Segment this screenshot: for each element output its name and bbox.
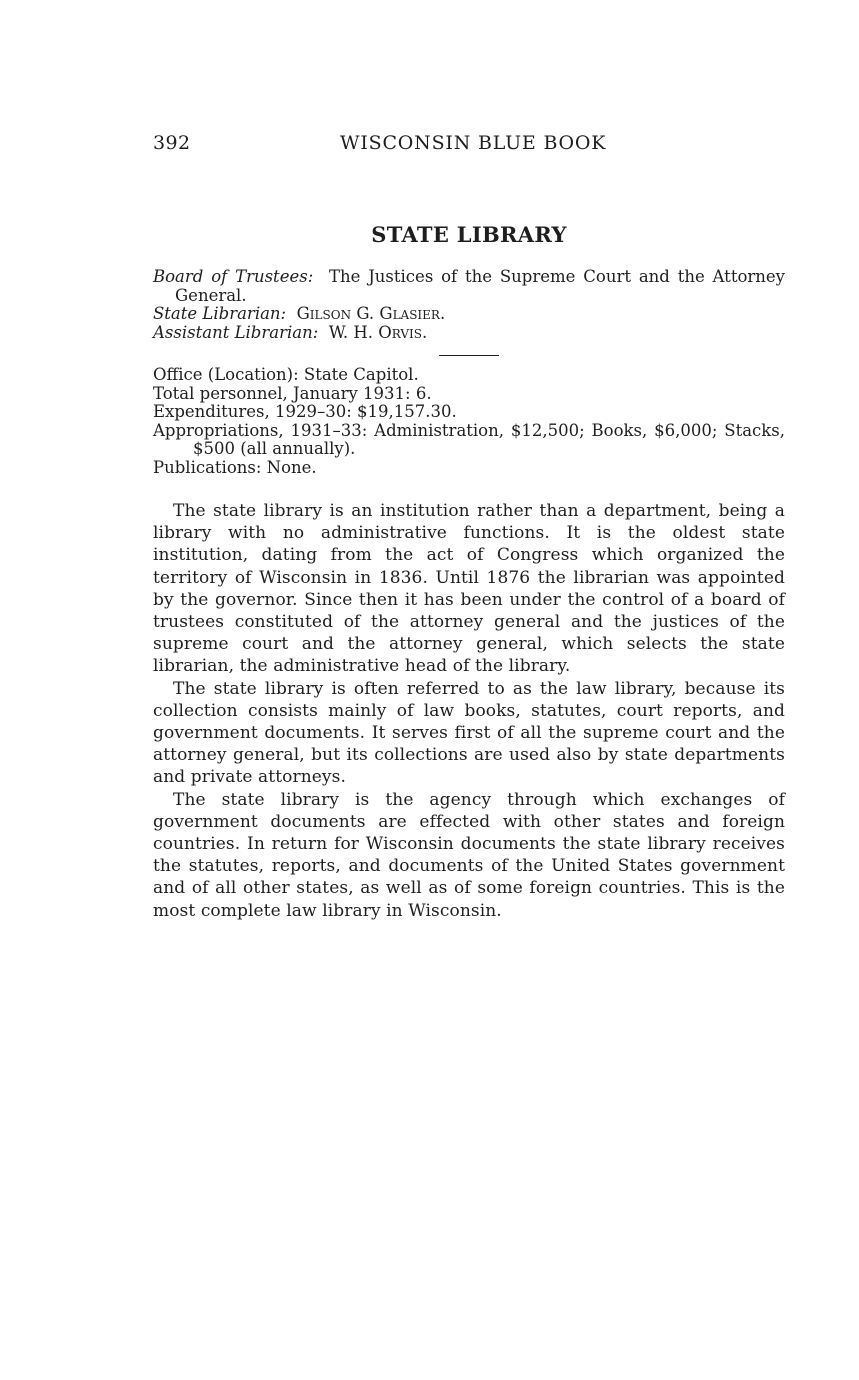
running-head (153, 132, 785, 158)
officer-role: Board of Trustees: (153, 267, 314, 286)
officer-line-librarian (153, 305, 785, 324)
officer-value: The Justices of the Supreme Court and the Attorney General. (175, 267, 785, 305)
officer-line-board (153, 268, 785, 305)
running-title: WISCONSIN BLUE BOOK (340, 132, 607, 154)
body-text (153, 500, 785, 922)
fact-line: Expenditures, 1929–30: $19,157.30. (153, 402, 457, 421)
section-title: STATE LIBRARY (371, 222, 567, 247)
fact-line: Total personnel, January 1931: 6. (153, 383, 432, 403)
paragraph: The state library is often referred to as the law library, because its collection consists mainly of law books, statutes, court reports, and government documents. It serves first of all the supreme court and the attorney general, but its collections are used also by state departments and private attorneys. (153, 678, 785, 788)
paragraph: The state library is an institution rather than a department, being a library with no administrative functions. It is the oldest state institution, dating from the act of Congress which organized the territory of Wisconsin in 1836. Until 1876 the librarian was appointed by the governor. Since then it has been under the control of a board of trustees constituted of the attorney general and the justices of the supreme court and the attorney general, which selects the state librarian, the administrative head of the library. (153, 501, 785, 677)
fact-line: Office (Location): State Capitol. (153, 365, 419, 384)
paragraph: The state library is the agency through which exchanges of government documents are effected with other states and foreign countries. In return for Wisconsin documents the state library receives the statutes, reports, and documents of the United States government and of all other states, as well as of some foreign countries. This is the most complete law library in Wisconsin. (153, 789, 785, 921)
facts-list (153, 366, 785, 477)
officer-value: Gilson G. Glasier. (296, 304, 446, 323)
officers-list (153, 268, 785, 342)
officer-value: W. H. Orvis. (328, 322, 428, 342)
officer-role: State Librarian: (153, 304, 287, 323)
page-number: 392 (153, 132, 191, 154)
fact-line: Publications: None. (153, 457, 317, 477)
officer-line-assistant (153, 324, 785, 343)
officer-role: Assistant Librarian: (153, 322, 319, 342)
fact-line: Appropriations, 1931–33: Administration, $12,500; Books, $6,000; Stacks, $500 (all annually). (153, 420, 785, 458)
section-divider (439, 355, 499, 356)
